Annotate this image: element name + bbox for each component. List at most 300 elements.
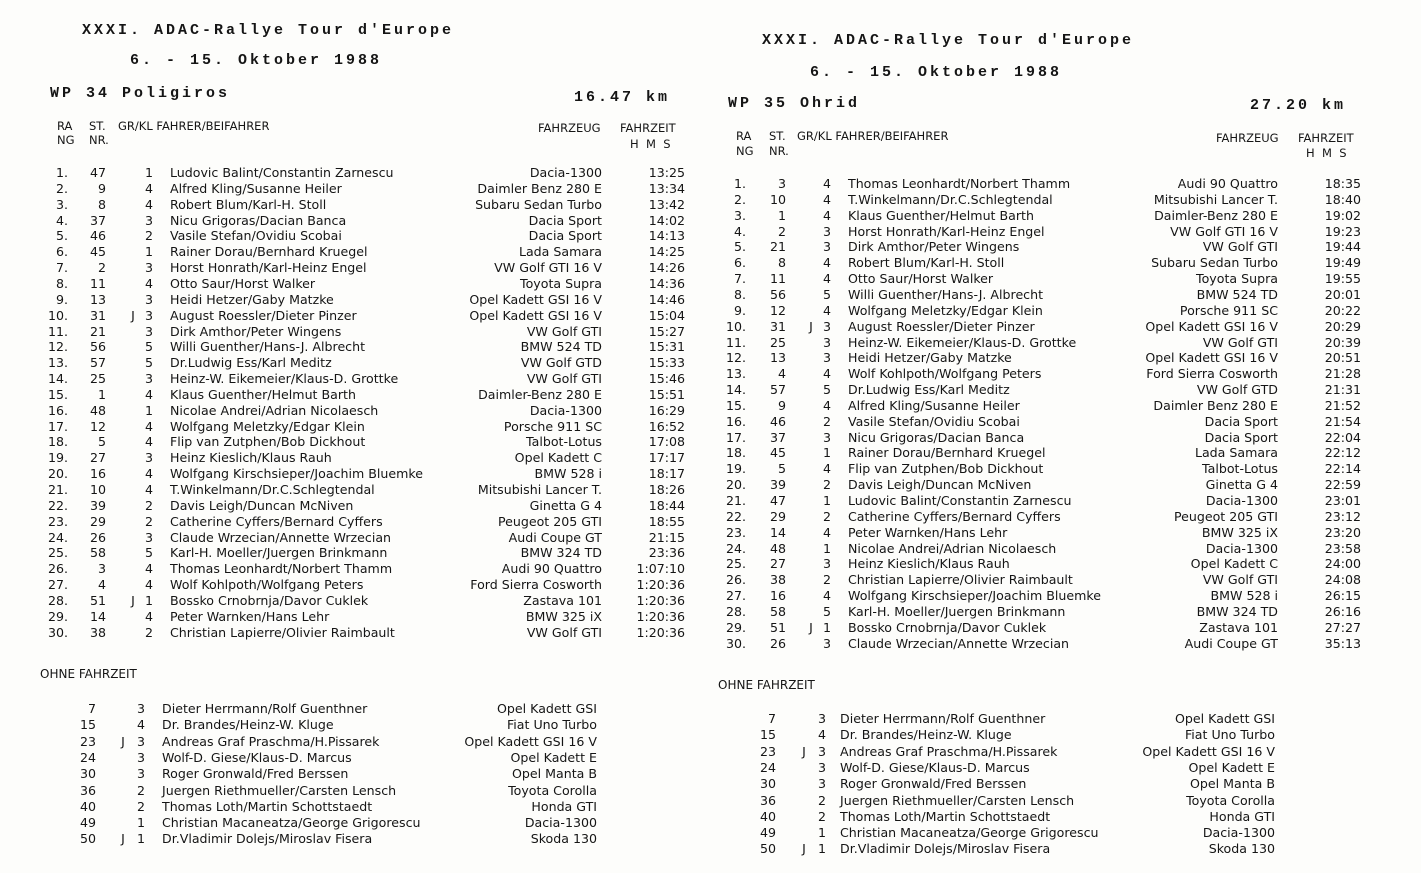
start-number-cell: 4 xyxy=(97,577,106,593)
start-number-cell: 37 xyxy=(89,212,106,228)
driver-codriver-cell: Catherine Cyffers/Bernard Cyffers xyxy=(848,508,1061,524)
col-header-startnr-1: ST. xyxy=(769,129,786,143)
class-cell: 3 xyxy=(822,223,831,239)
time-cell: 19:49 xyxy=(1324,255,1361,271)
driver-codriver-cell: Thomas Loth/Martin Schottstaedt xyxy=(162,798,373,814)
start-number-cell: 47 xyxy=(89,165,106,180)
list-item xyxy=(0,799,700,815)
rank-cell: 24. xyxy=(725,540,746,556)
start-number-cell: 2 xyxy=(777,223,786,239)
driver-codriver-cell: Dr.Vladimir Dolejs/Miroslav Fisera xyxy=(162,831,373,847)
class-cell: 4 xyxy=(822,461,831,477)
class-cell: 3 xyxy=(817,776,826,792)
time-cell: 16:29 xyxy=(648,402,685,418)
start-number-cell: 45 xyxy=(89,244,106,260)
start-number-cell: 58 xyxy=(769,603,786,619)
class-cell: 1 xyxy=(144,244,153,260)
class-cell: 4 xyxy=(822,397,831,413)
rally-dates: 6. - 15. Oktober 1988 xyxy=(810,64,1063,81)
time-cell: 22:12 xyxy=(1324,445,1361,461)
driver-codriver-cell: Roger Gronwald/Fred Berssen xyxy=(162,766,349,782)
driver-codriver-cell: Peter Warnken/Hans Lehr xyxy=(848,524,1008,540)
car-cell: Zastava 101 xyxy=(1199,619,1278,635)
rank-cell: 3. xyxy=(733,207,746,223)
start-number-cell: 51 xyxy=(89,592,106,608)
table-row xyxy=(0,577,700,593)
time-cell: 23:36 xyxy=(648,545,685,561)
list-item xyxy=(700,841,1400,857)
car-cell: VW Golf GTI xyxy=(526,624,602,640)
stage-name: WP 34 Poligiros xyxy=(50,85,231,102)
rank-cell: 6. xyxy=(733,255,746,271)
start-number-cell: 12 xyxy=(89,418,106,434)
car-cell: BMW 324 TD xyxy=(1196,603,1278,619)
rank-cell: 12. xyxy=(47,339,68,355)
driver-codriver-cell: Nicolae Andrei/Adrian Nicolaesch xyxy=(848,540,1057,556)
start-number-cell: 46 xyxy=(769,413,786,429)
list-item xyxy=(0,815,700,831)
class-cell: 1 xyxy=(136,831,145,847)
time-cell: 20:51 xyxy=(1324,350,1361,366)
table-row xyxy=(700,509,1400,525)
table-row xyxy=(0,276,700,292)
col-header-rang-1: RA xyxy=(57,119,73,133)
driver-codriver-cell: Dirk Amthor/Peter Wingens xyxy=(170,323,342,339)
rank-cell: 19. xyxy=(725,461,746,477)
start-number-cell: 45 xyxy=(769,445,786,461)
class-cell: 4 xyxy=(822,191,831,207)
driver-codriver-cell: Horst Honrath/Karl-Heinz Engel xyxy=(848,223,1045,239)
table-row xyxy=(0,561,700,577)
rank-cell: 14. xyxy=(47,371,68,387)
start-number-cell: 27 xyxy=(769,556,786,572)
table-row xyxy=(700,414,1400,430)
driver-codriver-cell: Andreas Graf Praschma/H.Pissarek xyxy=(840,743,1058,759)
stage-results-wp35 xyxy=(700,0,1400,873)
class-cell: 5 xyxy=(144,355,153,371)
start-number-cell: 58 xyxy=(89,545,106,561)
list-item xyxy=(700,711,1400,727)
start-number-cell: 30 xyxy=(759,776,776,792)
time-cell: 23:20 xyxy=(1324,524,1361,540)
start-number-cell: 48 xyxy=(769,540,786,556)
table-row xyxy=(700,287,1400,303)
rank-cell: 9. xyxy=(733,302,746,318)
start-number-cell: 39 xyxy=(89,497,106,513)
class-cell: 4 xyxy=(144,608,153,624)
car-cell: Peugeot 205 GTI xyxy=(497,513,602,529)
start-number-cell: 24 xyxy=(759,759,776,775)
class-cell: 1 xyxy=(136,815,145,831)
junior-flag-cell: J xyxy=(131,592,135,608)
start-number-cell: 1 xyxy=(777,207,786,223)
time-cell: 14:13 xyxy=(648,228,685,244)
col-header-driver: GR/KL FAHRER/BEIFAHRER xyxy=(797,129,949,143)
table-row xyxy=(700,525,1400,541)
car-cell: Subaru Sedan Turbo xyxy=(475,196,602,212)
driver-codriver-cell: Roger Gronwald/Fred Berssen xyxy=(840,776,1027,792)
table-row xyxy=(700,208,1400,224)
car-cell: Daimler-Benz 280 E xyxy=(478,386,602,402)
table-row xyxy=(0,466,700,482)
time-cell: 1:20:36 xyxy=(636,624,685,640)
start-number-cell: 25 xyxy=(89,371,106,387)
class-cell: 4 xyxy=(144,386,153,402)
rank-cell: 18. xyxy=(725,445,746,461)
driver-codriver-cell: Christian Macaneatza/George Grigorescu xyxy=(840,825,1099,841)
car-cell: Opel Kadett GSI 16 V xyxy=(469,307,602,323)
class-cell: 4 xyxy=(144,561,153,577)
table-row xyxy=(700,398,1400,414)
time-cell: 16:52 xyxy=(648,418,685,434)
rank-cell: 9. xyxy=(55,291,68,307)
start-number-cell: 31 xyxy=(769,318,786,334)
car-cell: Dacia-1300 xyxy=(524,815,597,831)
car-cell: VW Golf GTI xyxy=(1202,572,1278,588)
driver-codriver-cell: Thomas Leonhardt/Norbert Thamm xyxy=(170,561,393,577)
driver-codriver-cell: Wolf Kohlpoth/Wolfgang Peters xyxy=(170,577,364,593)
class-cell: 5 xyxy=(822,603,831,619)
rank-cell: 28. xyxy=(47,592,68,608)
class-cell: 5 xyxy=(822,382,831,398)
car-cell: VW Golf GTI xyxy=(526,371,602,387)
table-row xyxy=(0,244,700,260)
table-row xyxy=(700,255,1400,271)
table-row xyxy=(0,625,700,641)
car-cell: BMW 324 TD xyxy=(520,545,602,561)
driver-codriver-cell: Willi Guenther/Hans-J. Albrecht xyxy=(848,286,1044,302)
class-cell: 3 xyxy=(144,212,153,228)
class-cell: 3 xyxy=(822,350,831,366)
driver-codriver-cell: Rainer Dorau/Bernhard Kruegel xyxy=(170,244,368,260)
col-header-startnr-2: NR. xyxy=(769,144,789,158)
time-cell: 13:25 xyxy=(648,165,685,180)
start-number-cell: 38 xyxy=(769,572,786,588)
time-cell: 1:20:36 xyxy=(636,592,685,608)
driver-codriver-cell: Christian Lapierre/Olivier Raimbault xyxy=(848,572,1073,588)
junior-flag-cell: J xyxy=(131,307,135,323)
table-row xyxy=(700,319,1400,335)
junior-flag-cell: J xyxy=(802,743,806,759)
junior-flag-cell: J xyxy=(809,619,813,635)
rank-cell: 10. xyxy=(47,307,68,323)
rank-cell: 18. xyxy=(47,434,68,450)
table-row xyxy=(700,572,1400,588)
car-cell: Dacia Sport xyxy=(528,212,602,228)
car-cell: Daimler Benz 280 E xyxy=(477,180,602,196)
car-cell: Opel Kadett E xyxy=(1188,759,1275,775)
table-row xyxy=(700,239,1400,255)
car-cell: VW Golf GTI xyxy=(1202,239,1278,255)
driver-codriver-cell: Ludovic Balint/Constantin Zarnescu xyxy=(170,165,394,180)
time-cell: 1:07:10 xyxy=(636,561,685,577)
start-number-cell: 16 xyxy=(769,588,786,604)
start-number-cell: 14 xyxy=(769,524,786,540)
class-cell: 4 xyxy=(822,524,831,540)
start-number-cell: 56 xyxy=(769,286,786,302)
driver-codriver-cell: August Roessler/Dieter Pinzer xyxy=(848,318,1035,334)
driver-codriver-cell: Thomas Loth/Martin Schottstaedt xyxy=(840,808,1051,824)
time-cell: 21:28 xyxy=(1324,366,1361,382)
list-item xyxy=(0,701,700,717)
driver-codriver-cell: Wolf-D. Giese/Klaus-D. Marcus xyxy=(162,749,352,765)
car-cell: BMW 325 iX xyxy=(525,608,602,624)
rank-cell: 13. xyxy=(47,355,68,371)
driver-codriver-cell: Christian Macaneatza/George Grigorescu xyxy=(162,815,421,831)
table-row xyxy=(0,308,700,324)
start-number-cell: 24 xyxy=(79,749,96,765)
class-cell: 3 xyxy=(822,556,831,572)
rank-cell: 17. xyxy=(725,429,746,445)
list-item xyxy=(700,825,1400,841)
class-cell: 4 xyxy=(144,466,153,482)
car-cell: BMW 325 iX xyxy=(1201,524,1278,540)
car-cell: Daimler Benz 280 E xyxy=(1153,397,1278,413)
car-cell: Daimler-Benz 280 E xyxy=(1154,207,1278,223)
driver-codriver-cell: Heinz Kieslich/Klaus Rauh xyxy=(848,556,1010,572)
rank-cell: 25. xyxy=(725,556,746,572)
table-row xyxy=(700,541,1400,557)
junior-flag-cell: J xyxy=(121,831,125,847)
time-cell: 18:35 xyxy=(1324,176,1361,191)
rank-cell: 15. xyxy=(47,386,68,402)
table-row xyxy=(0,339,700,355)
time-cell: 20:39 xyxy=(1324,334,1361,350)
rank-cell: 13. xyxy=(725,366,746,382)
driver-codriver-cell: Bossko Crnobrnja/Davor Cuklek xyxy=(170,592,369,608)
car-cell: Peugeot 205 GTI xyxy=(1173,508,1278,524)
rank-cell: 8. xyxy=(733,286,746,302)
rank-cell: 11. xyxy=(725,334,746,350)
time-cell: 20:01 xyxy=(1324,286,1361,302)
time-cell: 26:16 xyxy=(1324,603,1361,619)
no-time-heading: OHNE FAHRZEIT xyxy=(40,667,137,681)
start-number-cell: 13 xyxy=(769,350,786,366)
class-cell: 4 xyxy=(822,271,831,287)
class-cell: 3 xyxy=(144,323,153,339)
junior-flag-cell: J xyxy=(809,318,813,334)
class-cell: 2 xyxy=(144,513,153,529)
start-number-cell: 11 xyxy=(769,271,786,287)
table-row xyxy=(700,224,1400,240)
start-number-cell: 13 xyxy=(89,291,106,307)
table-row xyxy=(700,335,1400,351)
start-number-cell: 3 xyxy=(777,176,786,191)
stage-distance: 27.20 km xyxy=(1250,97,1347,114)
rank-cell: 27. xyxy=(725,588,746,604)
time-cell: 27:27 xyxy=(1324,619,1361,635)
rank-cell: 21. xyxy=(47,482,68,497)
rank-cell: 25. xyxy=(47,545,68,561)
rank-cell: 29. xyxy=(47,608,68,624)
start-number-cell: 57 xyxy=(89,355,106,371)
class-cell: 4 xyxy=(144,434,153,450)
start-number-cell: 56 xyxy=(89,339,106,355)
junior-flag-cell: J xyxy=(802,841,806,857)
start-number-cell: 2 xyxy=(97,260,106,276)
table-row xyxy=(700,303,1400,319)
time-cell: 21:15 xyxy=(648,529,685,545)
table-row xyxy=(700,620,1400,636)
rank-cell: 15. xyxy=(725,397,746,413)
table-row xyxy=(0,371,700,387)
col-header-startnr-2: NR. xyxy=(89,133,109,147)
driver-codriver-cell: Willi Guenther/Hans-J. Albrecht xyxy=(170,339,366,355)
driver-codriver-cell: Vasile Stefan/Ovidiu Scobai xyxy=(848,413,1020,429)
start-number-cell: 16 xyxy=(89,466,106,482)
driver-codriver-cell: Klaus Guenther/Helmut Barth xyxy=(848,207,1034,223)
rank-cell: 10. xyxy=(725,318,746,334)
time-cell: 18:55 xyxy=(648,513,685,529)
table-row xyxy=(700,477,1400,493)
driver-codriver-cell: Wolfgang Kirschsieper/Joachim Bluemke xyxy=(170,466,423,482)
driver-codriver-cell: Otto Saur/Horst Walker xyxy=(848,271,994,287)
start-number-cell: 7 xyxy=(87,701,96,716)
class-cell: 2 xyxy=(144,497,153,513)
class-cell: 1 xyxy=(822,540,831,556)
col-header-startnr-1: ST. xyxy=(89,119,106,133)
table-row xyxy=(0,387,700,403)
class-cell: 5 xyxy=(144,339,153,355)
table-row xyxy=(0,197,700,213)
driver-codriver-cell: Davis Leigh/Duncan McNiven xyxy=(848,477,1032,493)
car-cell: Opel Kadett GSI 16 V xyxy=(469,291,602,307)
time-cell: 35:13 xyxy=(1324,635,1361,651)
class-cell: 3 xyxy=(817,711,826,726)
start-number-cell: 3 xyxy=(97,561,106,577)
rank-cell: 21. xyxy=(725,493,746,508)
rank-cell: 16. xyxy=(47,402,68,418)
time-cell: 24:00 xyxy=(1324,556,1361,572)
class-cell: 2 xyxy=(144,624,153,640)
table-row xyxy=(0,450,700,466)
car-cell: Lada Samara xyxy=(518,244,602,260)
class-cell: 4 xyxy=(144,275,153,291)
time-cell: 15:31 xyxy=(648,339,685,355)
table-row xyxy=(700,271,1400,287)
class-cell: 3 xyxy=(136,749,145,765)
table-row xyxy=(700,382,1400,398)
driver-codriver-cell: Wolfgang Meletzky/Edgar Klein xyxy=(848,302,1043,318)
driver-codriver-cell: Heinz-W. Eikemeier/Klaus-D. Grottke xyxy=(848,334,1077,350)
driver-codriver-cell: Wolf-D. Giese/Klaus-D. Marcus xyxy=(840,759,1030,775)
car-cell: Skoda 130 xyxy=(530,831,597,847)
rank-cell: 2. xyxy=(55,180,68,196)
class-cell: 3 xyxy=(822,318,831,334)
start-number-cell: 26 xyxy=(89,529,106,545)
start-number-cell: 14 xyxy=(89,608,106,624)
class-cell: 1 xyxy=(817,841,826,857)
driver-codriver-cell: Nicu Grigoras/Dacian Banca xyxy=(170,212,347,228)
rank-cell: 14. xyxy=(725,382,746,398)
class-cell: 3 xyxy=(136,701,145,716)
start-number-cell: 51 xyxy=(769,619,786,635)
start-number-cell: 23 xyxy=(759,743,776,759)
start-number-cell: 40 xyxy=(79,798,96,814)
rank-cell: 1. xyxy=(733,176,746,191)
driver-codriver-cell: Vasile Stefan/Ovidiu Scobai xyxy=(170,228,342,244)
time-cell: 14:36 xyxy=(648,275,685,291)
driver-codriver-cell: Robert Blum/Karl-H. Stoll xyxy=(848,255,1005,271)
rank-cell: 7. xyxy=(733,271,746,287)
list-item xyxy=(700,760,1400,776)
start-number-cell: 40 xyxy=(759,808,776,824)
time-cell: 18:44 xyxy=(648,497,685,513)
driver-codriver-cell: Christian Lapierre/Olivier Raimbault xyxy=(170,624,395,640)
time-cell: 17:17 xyxy=(648,450,685,466)
rank-cell: 30. xyxy=(725,635,746,651)
time-cell: 14:25 xyxy=(648,244,685,260)
class-cell: 1 xyxy=(144,165,153,180)
car-cell: Lada Samara xyxy=(1194,445,1278,461)
driver-codriver-cell: Dr. Brandes/Heinz-W. Kluge xyxy=(840,727,1012,743)
class-cell: 2 xyxy=(817,792,826,808)
time-cell: 19:02 xyxy=(1324,207,1361,223)
car-cell: Audi Coupe GT xyxy=(508,529,602,545)
car-cell: Audi 90 Quattro xyxy=(501,561,602,577)
class-cell: 4 xyxy=(822,302,831,318)
table-row xyxy=(0,530,700,546)
time-cell: 21:52 xyxy=(1324,397,1361,413)
driver-codriver-cell: August Roessler/Dieter Pinzer xyxy=(170,307,357,323)
col-header-rang-2: NG xyxy=(57,133,75,147)
class-cell: 3 xyxy=(822,239,831,255)
start-number-cell: 37 xyxy=(769,429,786,445)
class-cell: 4 xyxy=(144,577,153,593)
table-row xyxy=(0,260,700,276)
table-row xyxy=(0,419,700,435)
car-cell: Porsche 911 SC xyxy=(503,418,602,434)
driver-codriver-cell: Klaus Guenther/Helmut Barth xyxy=(170,386,356,402)
class-cell: 4 xyxy=(144,196,153,212)
driver-codriver-cell: Nicolae Andrei/Adrian Nicolaesch xyxy=(170,402,379,418)
time-cell: 22:14 xyxy=(1324,461,1361,477)
rank-cell: 17. xyxy=(47,418,68,434)
car-cell: Dacia-1300 xyxy=(1205,493,1278,508)
time-cell: 1:20:36 xyxy=(636,577,685,593)
time-cell: 13:42 xyxy=(648,196,685,212)
start-number-cell: 26 xyxy=(769,635,786,651)
start-number-cell: 48 xyxy=(89,402,106,418)
stage-distance: 16.47 km xyxy=(574,89,671,106)
start-number-cell: 50 xyxy=(759,841,776,857)
col-header-rang-1: RA xyxy=(736,129,752,143)
car-cell: Ford Sierra Cosworth xyxy=(470,577,602,593)
table-row xyxy=(0,545,700,561)
class-cell: 1 xyxy=(817,825,826,841)
car-cell: Opel Manta B xyxy=(1189,776,1275,792)
driver-codriver-cell: Heinz Kieslich/Klaus Rauh xyxy=(170,450,332,466)
class-cell: 1 xyxy=(144,402,153,418)
driver-codriver-cell: Otto Saur/Horst Walker xyxy=(170,275,316,291)
table-row xyxy=(700,493,1400,509)
col-header-driver: GR/KL FAHRER/BEIFAHRER xyxy=(118,119,270,133)
driver-codriver-cell: Karl-H. Moeller/Juergen Brinkmann xyxy=(170,545,388,561)
rank-cell: 26. xyxy=(725,572,746,588)
rank-cell: 5. xyxy=(55,228,68,244)
time-cell: 15:27 xyxy=(648,323,685,339)
time-cell: 21:31 xyxy=(1324,382,1361,398)
rank-cell: 23. xyxy=(47,513,68,529)
class-cell: 2 xyxy=(136,782,145,798)
driver-codriver-cell: Dirk Amthor/Peter Wingens xyxy=(848,239,1020,255)
time-cell: 19:44 xyxy=(1324,239,1361,255)
rank-cell: 22. xyxy=(47,497,68,513)
table-row xyxy=(0,403,700,419)
driver-codriver-cell: Horst Honrath/Karl-Heinz Engel xyxy=(170,260,367,276)
start-number-cell: 49 xyxy=(759,825,776,841)
time-cell: 14:26 xyxy=(648,260,685,276)
